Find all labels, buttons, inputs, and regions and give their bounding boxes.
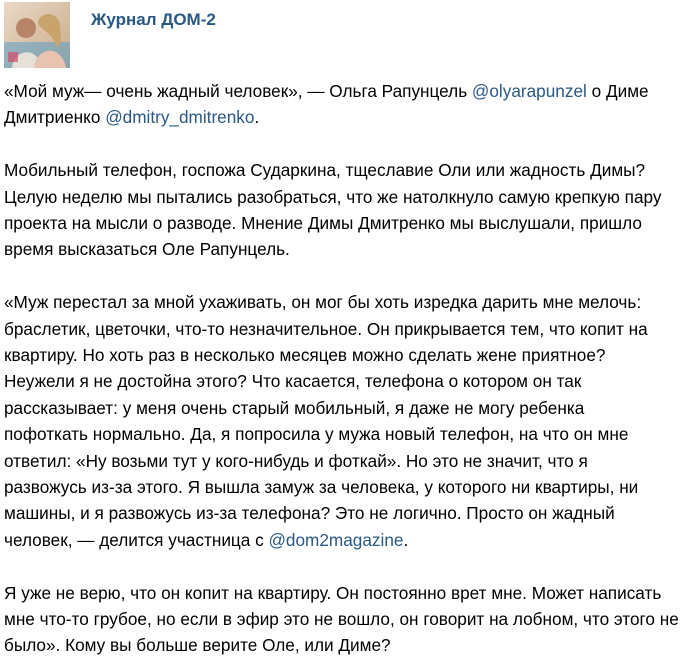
- text-span: человек, — делится участница с: [4, 529, 269, 550]
- post-text: [4, 78, 694, 659]
- text-span: «Мой муж— очень жадный человек», — Ольга Рапунцель: [4, 81, 472, 101]
- text-span: .: [403, 529, 409, 550]
- text-line: Неужели я не достойна этого? Что касается, телефона о котором он так: [4, 371, 582, 392]
- paragraph-2: [4, 157, 694, 263]
- text-line: рассказывает: у меня очень старый мобильный, я даже не могу ребенка: [4, 397, 585, 418]
- paragraph-1: [4, 78, 694, 131]
- text-line: [4, 78, 694, 104]
- text-span: о Диме: [586, 81, 649, 101]
- mention-link-dmitry-dmitrenko[interactable]: @dmitry_dmitrenko: [105, 107, 255, 128]
- text-line: Целую неделю мы пытались разобраться, что же натолкнуло самую крепкую пару: [4, 186, 662, 207]
- text-line: квартиру. Но хоть раз в несколько месяцев можно сделать жене приятное?: [4, 345, 606, 366]
- text-line: «Муж перестал за мной ухаживать, он мог бы хоть изредка дарить мне мелочь:: [4, 292, 642, 313]
- channel-avatar-photo-icon: [4, 2, 70, 68]
- text-line: Я уже не верю, что он копит на квартиру. Он постоянно врет мне. Может написать: [4, 582, 662, 603]
- text-line: проекта на мысли о разводе. Мнение Димы Дмитренко мы выслушали, пришло: [4, 213, 642, 234]
- channel-name[interactable]: Журнал ДОМ-2: [91, 10, 216, 29]
- text-line: Мобильный телефон, госпожа Сударкина, тщеславие Оли или жадность Димы?: [4, 160, 646, 181]
- text-line: машины, и я развожусь из-за телефона? Это не логично. Просто он жадный: [4, 503, 615, 524]
- text-span: .: [254, 107, 260, 128]
- text-span: Дмитриенко: [4, 107, 106, 128]
- paragraph-4: [4, 580, 694, 659]
- text-line: ответил: «Ну возьми тут у кого-нибудь и фоткай». Но это не значит, что я: [4, 450, 588, 471]
- text-line: браслетик, цветочки, что-то незначительное. Он прикрывается тем, что копит на: [4, 318, 648, 339]
- text-line: развожусь из-за этого. Я вышла замуж за человека, у которого ни квартиры, ни: [4, 477, 639, 498]
- paragraph-3: [4, 289, 694, 553]
- channel-avatar[interactable]: [4, 2, 70, 68]
- mention-link-dom2magazine[interactable]: @dom2magazine: [268, 529, 404, 550]
- text-line: [4, 104, 694, 130]
- text-line: время высказаться Оле Рапунцель.: [4, 239, 290, 260]
- text-line: пофоткать нормально. Да, я попросила у мужа новый телефон, на что он мне: [4, 424, 629, 445]
- text-line: было». Кому вы больше верите Оле, или Диме?: [4, 635, 391, 656]
- post-header: [0, 0, 699, 70]
- text-line: [4, 527, 694, 553]
- text-line: мне что-то грубое, но если в эфир это не вошло, он говорит на лобном, что этого не: [4, 609, 679, 630]
- mention-link-olyarapunzel[interactable]: @olyarapunzel: [471, 81, 587, 101]
